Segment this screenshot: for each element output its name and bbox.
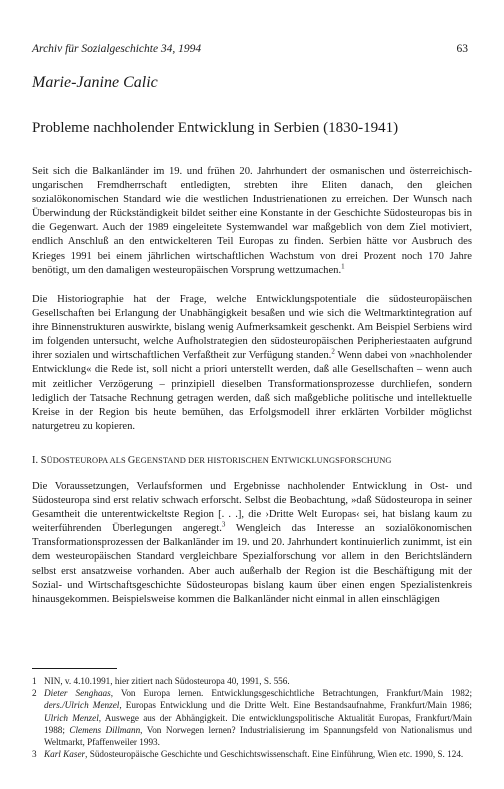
footnote-text: NIN, v. 4.10.1991, hier zitiert nach Südosteuropa 40, 1991, S. 556. (44, 676, 290, 686)
paragraph-1-text: Seit sich die Balkanländer im 19. und frühen 20. Jahrhundert der osmanischen und österreichisch-ungarischen Fremdherrschaft entledigten, strebten ihre Eliten danach, den gleichen sozialökonomischen Standard wie die westlichen Industrienationen zu erreichen. Der Wunsch nach Überwindung der Rückständigkeit bildet seither eine Konstante in der Geschichte Südosteuropas bis in die Gegenwart. Auch der 1989 eingeleitete Systemwandel war maßgeblich von dem Ziel motiviert, endlich Anschluß an den entwickelteren Teil Europas zu finden. Serbien hätte vor Ausbruch des Krieges 1991 bei einem jährlichen wirtschaftlichen Wachstum von drei Prozent noch 170 Jahre benötigt, um den damaligen westeuropäischen Vorsprung wettzumachen. (32, 166, 472, 276)
footnote-number: 2 (32, 688, 37, 699)
footnote-text: Karl Kaser, Südosteuropäische Geschichte und Geschichtswissenschaft. Eine Einführung, Wien etc. 1990, S. 124. (44, 749, 464, 760)
paragraph-3-text-a: Die Voraussetzungen, Verlaufsformen und Ergebnisse nachholender Entwicklung in Ost- und Südosteuropa sind erst relativ schwach erforscht. Selbst die Beobachtung, »daß Südosteuropa in seiner Gesamtheit die unterentwickeltste Region [. . .], die ›Dritte Welt Europas‹ sei, hat bislang kaum zu weiterführenden Überlegungen angeregt. (32, 481, 472, 535)
page-number: 63 (456, 43, 468, 55)
footnotes (32, 675, 472, 760)
article-title: Probleme nachholender Entwicklung in Serbien (1830-1941) (32, 120, 399, 136)
footnote-ref-1: 1 (341, 262, 345, 271)
footnote-divider (32, 668, 117, 669)
footnote-text: Dieter Senghaas, Von Europa lernen. Entwicklungsgeschichtliche Betrachtungen, Frankfurt/Main 1982; ders./Ulrich Menzel, Europas Entwicklung und die Dritte Welt. Eine Bestandsaufnahme, Frankfurt/Main 1986; Ulrich Menzel, Auswege aus der Abhängigkeit. Die entwicklungspolitische Aktualität Europas, Frankfurt/Main 1988; Clemens Dillmann, Von Norwegen lernen? Industrialisierung im Spannungsfeld von Nationalismus und Weltmarkt, Pfaffenweiler 1993. (44, 688, 472, 748)
journal-citation: Archiv für Sozialgeschichte 34, 1994 (32, 43, 202, 55)
paragraph-1 (32, 165, 472, 278)
footnote-1 (32, 675, 472, 687)
article-author: Marie-Janine Calic (32, 74, 158, 91)
footnote-2 (32, 687, 472, 748)
footnote-number: 3 (32, 749, 37, 760)
footnote-ref-3: 3 (221, 520, 226, 529)
paragraph-2 (32, 293, 472, 434)
running-head (32, 43, 468, 55)
footnote-number: 1 (32, 676, 37, 686)
footnote-ref-2: 2 (331, 347, 335, 356)
section-heading: I. SÜDOSTEUROPA ALS GEGENSTAND DER HISTORISCHEN ENTWICKLUNGSFORSCHUNG (32, 455, 392, 466)
footnote-3 (32, 748, 472, 760)
paragraph-2-text-a: Die Historiographie hat der Frage, welche Entwicklungspotentiale die südosteuropäischen Gesellschaften bei Erlangung der Unabhängigkeit besaßen und wie sich die Weltmarktintegration auf ihre Binnenstrukturen auswirkte, bislang wenig Aufmerksamkeit geschenkt. Am Beispiel Serbiens wird im folgenden untersucht, welche Aufholstrategien den südosteuropäischen Peripheriestaaten aufgrund ihrer sozialen und wirtschaftlichen Verfaßtheit zur Verfügung standen. (32, 294, 472, 362)
paragraph-2-text-b: Wenn dabei von »nachholender Entwicklung« die Rede ist, soll nicht a priori unterstellt werden, daß alle Gesellschaften – wenn auch mit zeitlicher Verzögerung – prinzipiell dieselben Transformationsprozesse durchliefen, sondern lediglich der Tatsache Rechnung getragen werden, daß sich maßgebliche politische und intellektuelle Kreise in der Region bis heute bemühen, das Erfolgsmodell ihrer erklärten Vorbilder möglichst naturgetreu zu kopieren. (32, 350, 472, 432)
paragraph-3-text-b: Wengleich das Interesse an sozialökonomischen Transformationsprozessen der Balkanländer im 19. und 20. Jahrhundert kontinuierlich zunimmt, ist ein dem westeuropäischen Standard vergleichbare Spezialforschung vor allem in den Berichtsländern selbst erst ansatzweise vorhanden. Aber auch außerhalb der Region ist die Beschäftigung mit der Sozial- und Wirtschaftsgeschichte Südosteuropas bislang kaum über einen engen Spezialistenkreis hinausgekommen. Beispielsweise kommen die Balkanländer nicht einmal in allen einschlägigen (32, 523, 472, 605)
paragraph-3 (32, 480, 472, 607)
